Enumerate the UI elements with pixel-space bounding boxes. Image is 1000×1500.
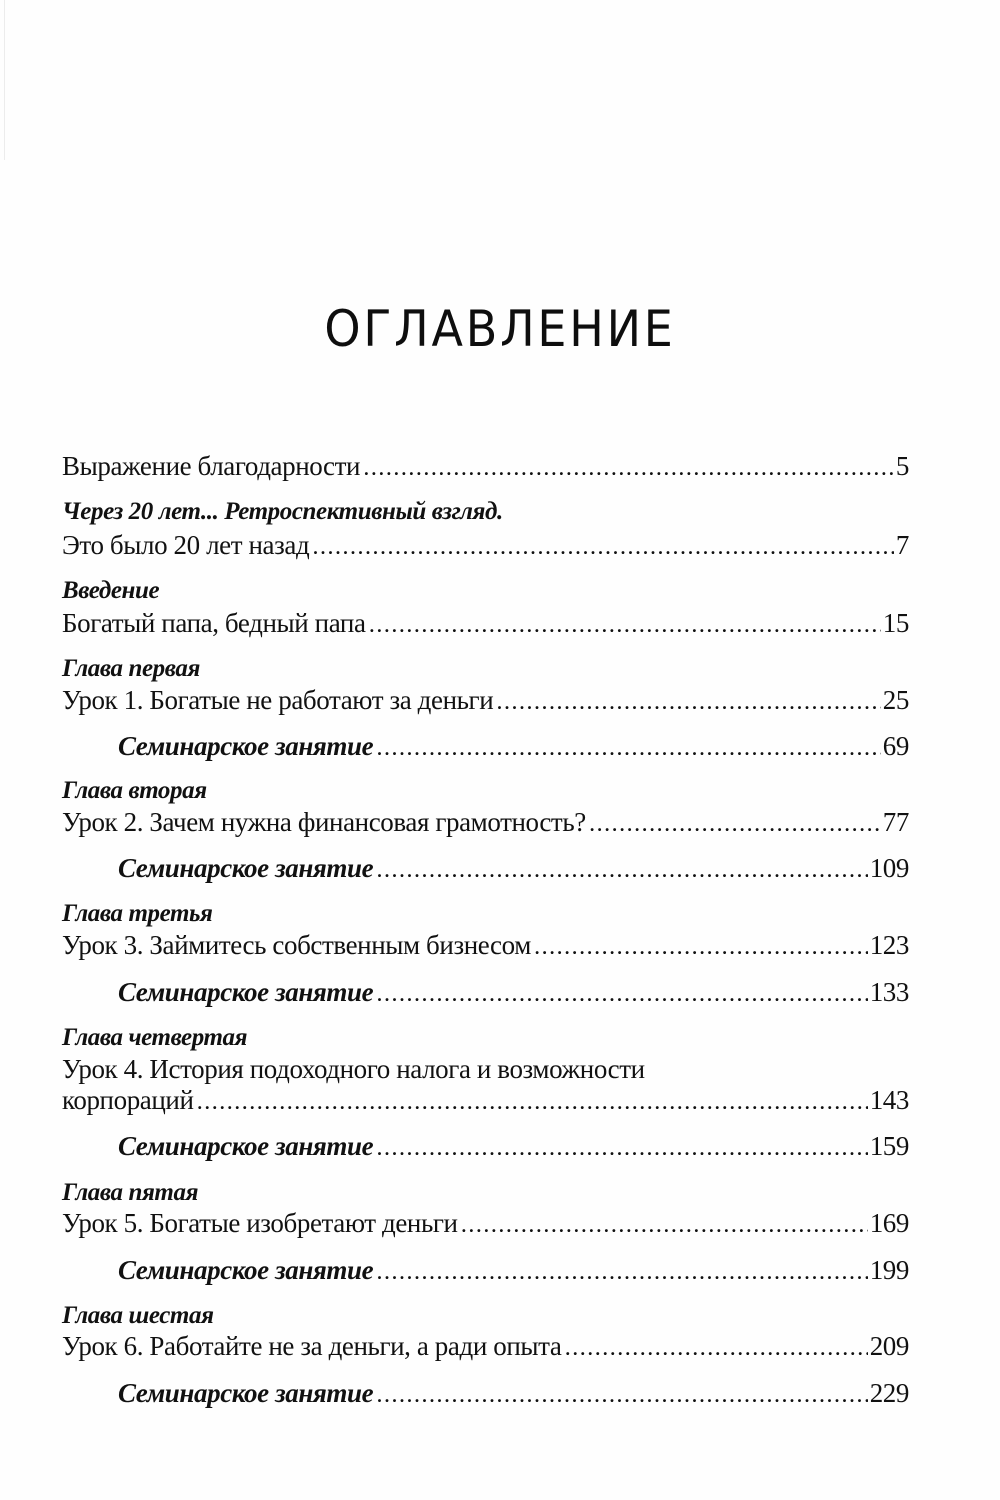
toc-chapter-heading	[62, 496, 909, 528]
toc-entry-title: Урок 2. Зачем нужна финансовая грамотность?	[62, 807, 586, 837]
toc-entry-title: Семинарское занятие	[118, 1255, 374, 1285]
dot-leader	[565, 1333, 867, 1365]
toc-entry	[62, 607, 909, 639]
toc-entry-title: Выражение благодарности	[62, 451, 361, 481]
toc-chapter-heading	[62, 775, 909, 807]
dot-leader	[462, 1210, 868, 1242]
toc-page-number: 25	[882, 685, 909, 715]
toc-entry	[62, 1207, 909, 1239]
toc-entry-title: Введение	[62, 577, 160, 604]
toc-entry	[62, 929, 909, 961]
toc-entry-title: Семинарское занятие	[118, 731, 374, 761]
toc-chapter-heading	[62, 1177, 909, 1209]
toc-entry	[62, 1053, 909, 1085]
toc-chapter-heading	[62, 898, 909, 930]
toc-seminar-entry	[118, 730, 909, 762]
toc-entry-title: Семинарское занятие	[118, 853, 374, 883]
toc-page-number: 133	[869, 977, 909, 1007]
dot-leader	[377, 1380, 867, 1412]
toc-entry	[62, 1330, 909, 1362]
toc-chapter-heading	[62, 653, 909, 685]
toc-entry-title: Глава первая	[62, 655, 200, 682]
dot-leader	[377, 855, 867, 887]
dot-leader	[497, 687, 881, 719]
toc-entry-title: Через 20 лет... Ретроспективный взгляд.	[62, 498, 503, 525]
toc-page-number: 159	[869, 1131, 909, 1161]
dot-leader	[370, 610, 881, 642]
page-title: ОГЛАВЛЕНИЕ	[324, 299, 676, 358]
toc-entry	[62, 806, 909, 838]
toc-page-number: 109	[869, 853, 909, 883]
toc-page-number: 209	[869, 1331, 909, 1361]
toc-entry-title: Урок 5. Богатые изобретают деньги	[62, 1208, 458, 1238]
toc-entry-title: Урок 1. Богатые не работают за деньги	[62, 685, 494, 715]
toc-page-number: 7	[895, 530, 909, 560]
toc-seminar-entry	[118, 1130, 909, 1162]
dot-leader	[198, 1087, 868, 1119]
toc-page-number: 143	[869, 1085, 909, 1115]
dot-leader	[590, 809, 881, 841]
toc-page-number: 229	[869, 1378, 909, 1408]
toc-entry	[62, 529, 909, 561]
dot-leader	[377, 1133, 867, 1165]
toc-seminar-entry	[118, 976, 909, 1008]
toc-chapter-heading	[62, 1022, 909, 1054]
dot-leader	[535, 932, 868, 964]
toc-entry-title: Семинарское занятие	[118, 1131, 374, 1161]
dot-leader	[377, 1257, 867, 1289]
toc-page-number: 69	[882, 731, 909, 761]
dot-leader	[313, 532, 894, 564]
toc-entry-title: Урок 4. История подоходного налога и возможности	[62, 1054, 645, 1084]
toc-page-number: 123	[869, 930, 909, 960]
toc-entry-title: Семинарское занятие	[118, 1378, 374, 1408]
toc-seminar-entry	[118, 1377, 909, 1409]
toc-entry	[62, 684, 909, 716]
dot-leader	[377, 733, 881, 765]
toc-seminar-entry	[118, 852, 909, 884]
toc-entry-title: Глава шестая	[62, 1302, 214, 1329]
toc-page-number: 15	[882, 608, 909, 638]
toc-entry-title: Семинарское занятие	[118, 977, 374, 1007]
toc-entry-title: Глава четвертая	[62, 1024, 248, 1051]
toc-entry-title: Глава вторая	[62, 777, 207, 804]
dot-leader	[364, 453, 894, 485]
toc-entry	[62, 1084, 909, 1116]
toc-entry-title: корпораций	[62, 1085, 194, 1115]
toc-seminar-entry	[118, 1254, 909, 1286]
dot-leader	[377, 979, 867, 1011]
toc-entry-title: Урок 6. Работайте не за деньги, а ради опыта	[62, 1331, 562, 1361]
toc-entry-title: Глава третья	[62, 900, 213, 927]
toc-entry-title: Это было 20 лет назад	[62, 530, 310, 560]
toc-page-number: 169	[869, 1208, 909, 1238]
toc-entry-title: Богатый папа, бедный папа	[62, 608, 366, 638]
toc-chapter-heading	[62, 1300, 909, 1332]
toc-entry-title: Глава пятая	[62, 1179, 199, 1206]
toc-entry	[62, 450, 909, 482]
toc-page-number: 77	[882, 807, 909, 837]
toc-page-number: 5	[895, 451, 909, 481]
toc-chapter-heading	[62, 575, 909, 607]
toc-entry-title: Урок 3. Займитесь собственным бизнесом	[62, 930, 531, 960]
toc-page-number: 199	[869, 1255, 909, 1285]
